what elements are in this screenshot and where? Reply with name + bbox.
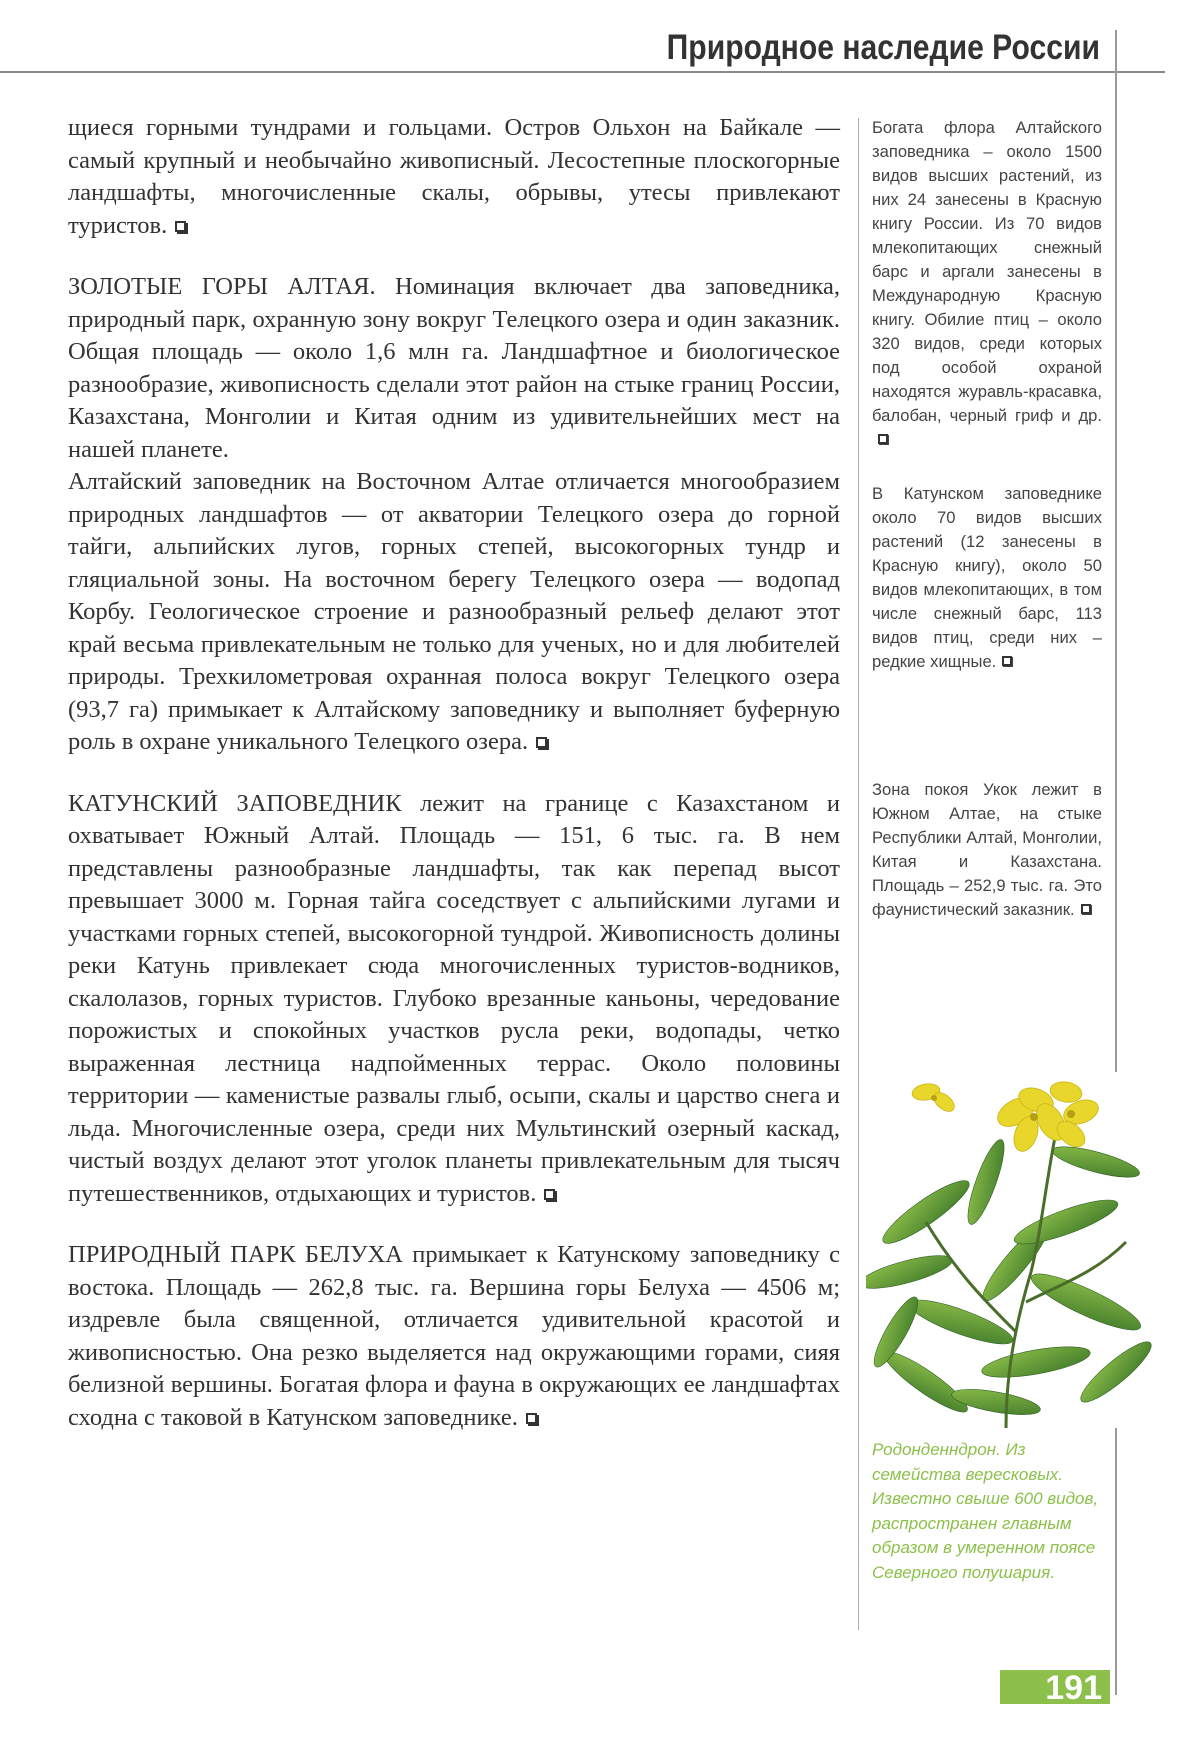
end-of-note-icon (1081, 904, 1091, 914)
end-of-article-icon (544, 1189, 555, 1200)
end-of-article-icon (536, 737, 547, 748)
sidebar-note-altai-flora (872, 116, 1102, 452)
paragraph-text: щиеся горными тундрами и гольцами. Остров Ольхон на Байкале — самый крупный и необычайно живописный. Лесостепные плоскогорные ландшафты, многочисленные скалы, обрывы, утесы привлекают туристов. (68, 114, 840, 239)
page-number: 191 (1045, 1669, 1102, 1707)
paragraph-text: ЗОЛОТЫЕ ГОРЫ АЛТАЯ. Номинация включает два заповедника, природный парк, охранную зону вокруг Телецкого озера и один заказник. Общая площадь — около 1,6 млн га. Ландшафтное и биологическое разнообразие, живописность сделали этот район на стыке границ России, Казахстана, Монголии и Китая одним из удивительнейших мест на нашей планете. (68, 273, 840, 463)
page-header-title: Природное наследие России (666, 28, 1100, 67)
main-text-column (68, 112, 840, 1434)
rhododendron-photo (866, 1072, 1152, 1428)
sidebar-note-ukok (872, 778, 1102, 922)
sidebar-note-text: Зона покоя Укок лежит в Южном Алтае, на стыке Республики Алтай, Монголии, Китая и Казахстана. Площадь – 252,9 тыс. га. Это фаунистический заказник. (872, 780, 1102, 919)
sidebar-note-text: В Катунском заповеднике около 70 видов высших растений (12 занесены в Красную книгу), около 50 видов млекопитающих, в том числе снежный барс, 113 видов птиц, среди них – редкие хищные. (872, 484, 1102, 671)
header-divider (0, 71, 1165, 73)
paragraph-text: Алтайский заповедник на Восточном Алтае отличается многообразием природных ландшафтов — от акватории Телецкого озера до горной тайги, альпийских лугов, горных степей, высокогорных тундр и гляциальной зоны. На восточном берегу Телецкого озера — водопад Корбу. Геологическое строение и разнообразный рельеф делают этот край весьма привлекательным не только для ученых, но и для любителей природы. Трехкилометровая охранная полоса вокруг Телецкого озера (93,7 га) примыкает к Алтайскому заповеднику и выполняет буферную роль в охране уникального Телецкого озера. (68, 468, 840, 755)
paragraph-text: КАТУНСКИЙ ЗАПОВЕДНИК лежит на границе с Казахстаном и охватывает Южный Алтай. Площадь — 151, 6 тыс. га. В нем представлены разнообразные ландшафты, так как перепад высот превышает 3000 м. Горная тайга соседствует с альпийскими лугами и участками горных степей, высокогорной тундрой. Живописность долины реки Катунь привлекает сюда многочисленных туристов-водников, скалолазов, горных туристов. Глубоко врезанные каньоны, чередование порожистых и спокойных участков русла реки, водопады, четко выраженная лестница надпойменных террас. Около половины территории — каменистые развалы глыб, осыпи, скалы и царство снега и льда. Многочисленные озера, среди них Мультинский озерный каскад, чистый воздух делают этот уголок планеты привлекательным для тысяч путешественников, отдыхающих и туристов. (68, 789, 840, 1207)
sidebar-note-katun (872, 482, 1102, 674)
photo-caption: Родонденндрон. Из семейства вересковых. Известно свыше 600 видов, распространен главным образом в умеренном поясе Северного полушария. (872, 1440, 1099, 1582)
paragraph-belukha-park (68, 1239, 840, 1434)
right-margin-rule (1115, 30, 1117, 1090)
end-of-note-icon (878, 434, 888, 444)
sidebar-note-text: Богата флора Алтайского заповедника – около 1500 видов высших растений, из них 24 занесены в Красную книгу России. Из 70 видов млекопитающих снежный барс и аргали занесены в Международную Красную книгу. Обилие птиц – около 320 видов, среди которых под особой охраной находятся журавль-красавка, балобан, черный гриф и др. (872, 118, 1102, 425)
sidebar-divider (858, 118, 859, 1630)
end-of-article-icon (175, 221, 186, 232)
paragraph-katun-reserve (68, 788, 840, 1211)
paragraph-olkhon (68, 112, 840, 242)
paragraph-altai-reserve (68, 466, 840, 759)
end-of-article-icon (526, 1413, 537, 1424)
paragraph-golden-mountains (68, 271, 840, 466)
rhododendron-illustration (866, 1072, 1152, 1428)
page-number-badge (1000, 1669, 1110, 1707)
paragraph-text: ПРИРОДНЫЙ ПАРК БЕЛУХА примыкает к Катунскому заповеднику с востока. Площадь — 262,8 тыс. га. Вершина горы Белуха — 4506 м; издревле была священной, отличается удивительной красотой и живописностью. Она резко выделяется над окружающими горами, сияя белизной вершины. Богатая флора и фауна в окружающих ее ландшафтах сходна с таковой в Катунском заповеднике. (68, 1241, 840, 1431)
end-of-note-icon (1002, 656, 1012, 666)
